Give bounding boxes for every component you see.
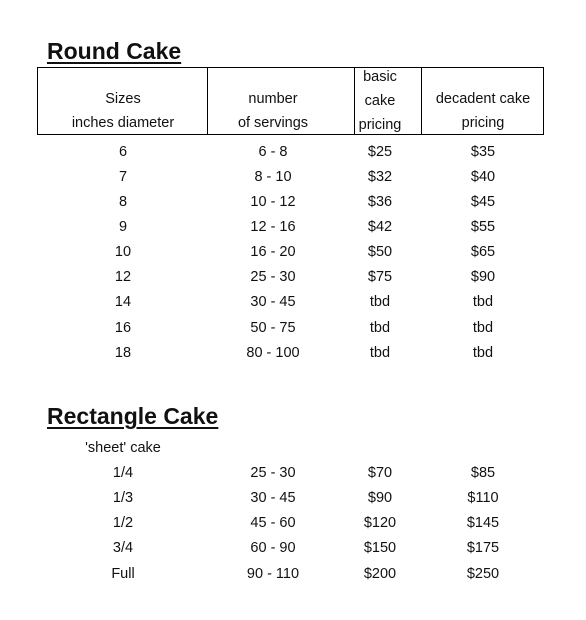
decadent-price-cell: $85 [470,465,496,481]
basic-price-cell: $150 [363,540,397,556]
size-cell: 8 [118,194,128,210]
table-row [0,536,586,560]
header-sizes [63,87,183,135]
servings-cell: 6 - 8 [258,144,288,160]
size-cell: 3/4 [112,540,134,556]
basic-price-cell: tbd [369,294,391,310]
decadent-price-cell: tbd [472,345,494,361]
servings-cell: 50 - 75 [250,320,296,336]
basic-price-cell: $32 [367,169,393,185]
header-servings-line-2: of servings [237,115,309,131]
basic-price-cell: $120 [363,515,397,531]
size-cell: 18 [114,345,132,361]
servings-cell: 12 - 16 [250,219,296,235]
decadent-price-cell: $90 [470,269,496,285]
servings-cell: 60 - 90 [250,540,296,556]
table-row [0,265,586,289]
header-servings [213,87,333,135]
servings-cell: 80 - 100 [246,345,300,361]
decadent-price-cell: $145 [466,515,500,531]
header-basic-line-1: basic [363,69,397,85]
header-decadent-pricing [423,87,543,135]
header-sizes-line-2: inches diameter [71,115,175,131]
servings-cell: 45 - 60 [250,515,296,531]
size-cell: 6 [118,144,128,160]
basic-price-cell: tbd [369,345,391,361]
table-row [0,316,586,340]
size-cell: 10 [114,244,132,260]
table-row [0,341,586,365]
servings-cell: 25 - 30 [250,465,296,481]
size-cell: 12 [114,269,132,285]
column-divider [207,68,208,134]
header-decadent-line-1: decadent cake [435,91,531,107]
basic-price-cell: $36 [367,194,393,210]
basic-price-cell: $42 [367,219,393,235]
decadent-price-cell: tbd [472,320,494,336]
servings-cell: 90 - 110 [246,566,300,582]
decadent-price-cell: $250 [466,566,500,582]
round-cake-title: Round Cake [47,38,182,64]
servings-cell: 30 - 45 [250,294,296,310]
servings-cell: 8 - 10 [254,169,292,185]
decadent-price-cell: tbd [472,294,494,310]
size-cell: 16 [114,320,132,336]
sheet-cake-subtitle: 'sheet' cake [85,440,161,456]
table-row [0,140,586,164]
header-basic-line-3: pricing [358,117,402,133]
table-row [0,190,586,214]
decadent-price-cell: $35 [470,144,496,160]
size-cell: 1/4 [112,465,134,481]
basic-price-cell: $70 [367,465,393,481]
header-decadent-line-2: pricing [461,115,505,131]
size-cell: 1/3 [112,490,134,506]
table-row [0,215,586,239]
basic-price-cell: $75 [367,269,393,285]
rectangle-cake-title: Rectangle Cake [47,403,219,429]
table-row [0,461,586,485]
basic-price-cell: $50 [367,244,393,260]
table-row [0,290,586,314]
size-cell: 14 [114,294,132,310]
decadent-price-cell: $55 [470,219,496,235]
basic-price-cell: $90 [367,490,393,506]
table-row [0,511,586,535]
size-cell: 9 [118,219,128,235]
size-cell: 7 [118,169,128,185]
header-sizes-line-1: Sizes [105,91,141,107]
size-cell: 1/2 [112,515,134,531]
basic-price-cell: $25 [367,144,393,160]
servings-cell: 30 - 45 [250,490,296,506]
header-servings-line-1: number [248,91,298,107]
header-basic-line-2: cake [364,93,396,109]
decadent-price-cell: $45 [470,194,496,210]
table-row [0,562,586,586]
decadent-price-cell: $40 [470,169,496,185]
table-row [0,486,586,510]
size-cell: Full [111,566,135,582]
decadent-price-cell: $175 [466,540,500,556]
servings-cell: 16 - 20 [250,244,296,260]
decadent-price-cell: $110 [467,490,499,506]
table-row [0,165,586,189]
table-row [0,240,586,264]
servings-cell: 25 - 30 [250,269,296,285]
basic-price-cell: $200 [363,566,397,582]
header-basic-pricing [320,65,440,137]
decadent-price-cell: $65 [470,244,496,260]
basic-price-cell: tbd [369,320,391,336]
servings-cell: 10 - 12 [250,194,296,210]
